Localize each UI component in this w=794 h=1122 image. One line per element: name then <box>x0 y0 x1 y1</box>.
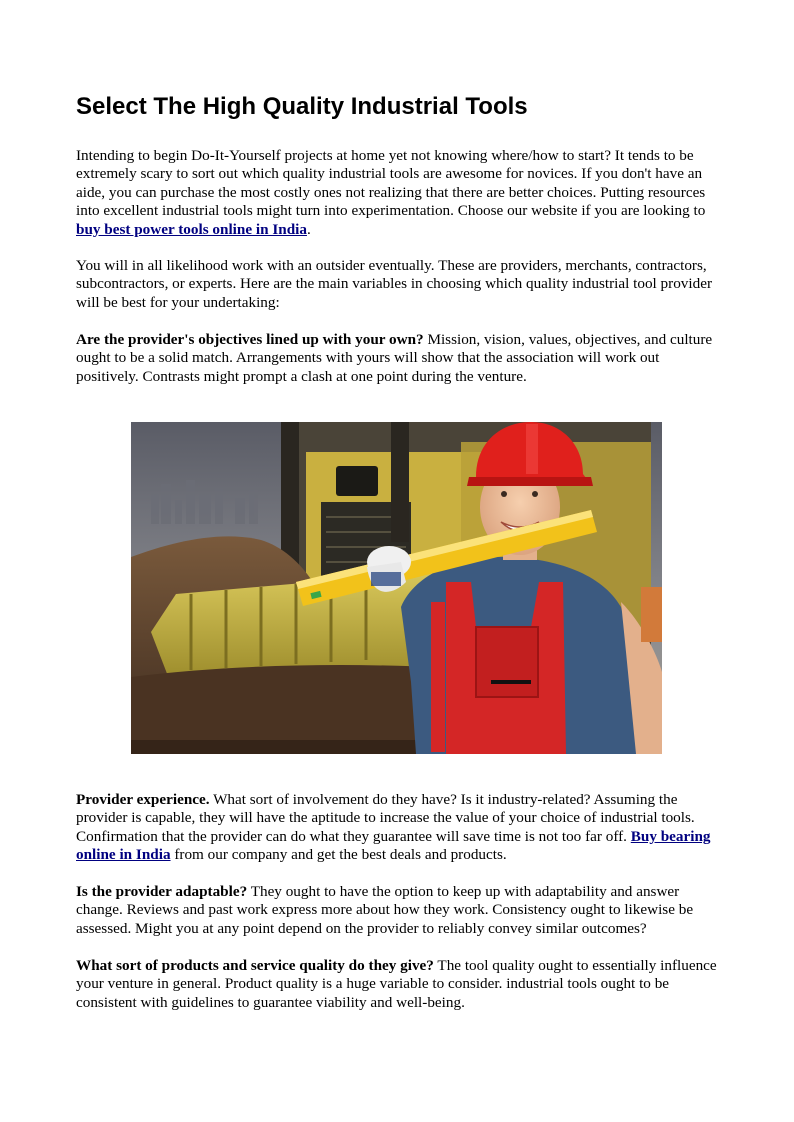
bearing-link[interactable]: Buy bearing online in India <box>76 827 711 864</box>
objectives-text: Mission, vision, values, objectives, and culture ought to be a solid match. Arrangements with yours will show that the association will work out positively. Contrasts might prompt a clash at one point during the venture. <box>76 331 713 385</box>
worker-photo <box>131 422 662 754</box>
experience-heading: Provider experience. <box>76 791 210 808</box>
adaptable-text: They ought to have the option to keep up with adaptability and answer change. Reviews and past work express more about how they work. Consistency ought to likewise be assessed. Might you at any point depend on the provider to reliably convey similar outcomes? <box>76 883 694 937</box>
quality-text: The tool quality ought to essentially influence your venture in general. Product quality is a huge variable to consider. industrial tools ought to be consistent with guidelines to guarantee viability and well-being. <box>76 957 717 1011</box>
experience-end: from our company and get the best deals and products. <box>170 846 507 864</box>
intro-paragraph <box>76 147 718 239</box>
experience-paragraph <box>76 791 718 865</box>
intro-end: . <box>306 220 311 238</box>
quality-heading: What sort of products and service quality do they give? <box>76 957 434 974</box>
experience-text: What sort of involvement do they have? Is it industry-related? Assuming the provider is capable, they will have the aptitude to increase the value of your choice of industrial tools. Confirmation that the provider can do what they guarantee will save time is not too far off. <box>76 791 695 845</box>
intro-text: Intending to begin Do-It-Yourself projects at home yet not knowing where/how to start? It tends to be extremely scary to sort out which quality industrial tools are awesome for novices. If you don't have an aide, you can purchase the most costly ones not realizing that there are better choices. Putting resources into excellent industrial tools might turn into experimentation. Choose our website if you are looking to <box>76 147 706 220</box>
brick <box>641 587 662 642</box>
objectives-paragraph <box>76 331 718 386</box>
provider-paragraph: You will in all likelihood work with an outsider eventually. These are providers, merchants, contractors, subcontractors, or experts. Here are the main variables in choosing which quality industrial tool provider will be best for your undertaking: <box>76 257 713 311</box>
page-title: Select The High Quality Industrial Tools <box>76 93 528 120</box>
objectives-heading: Are the provider's objectives lined up with your own? <box>76 331 424 348</box>
quality-paragraph <box>76 957 718 1012</box>
adaptable-heading: Is the provider adaptable? <box>76 883 248 900</box>
power-tools-link[interactable]: buy best power tools online in India <box>76 220 307 238</box>
adaptable-paragraph <box>76 883 718 938</box>
